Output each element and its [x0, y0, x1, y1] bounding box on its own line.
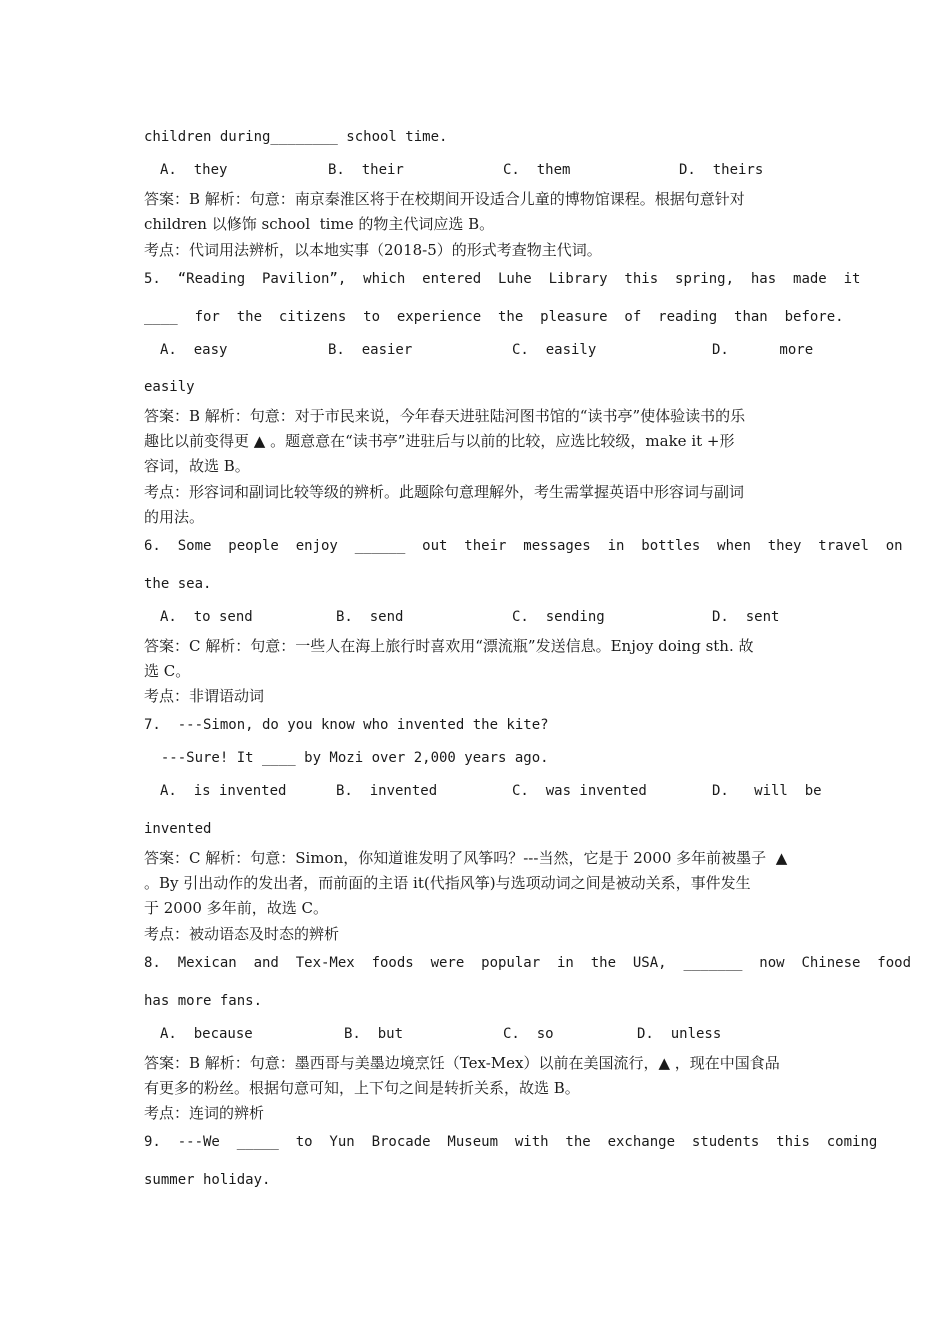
question-9-stem-line-2: summer holiday. — [144, 1172, 271, 1188]
question-8-stem-line-1: 8. Mexican and Tex-Mex foods were popular in the USA, _______ now Chinese food — [144, 955, 912, 971]
question-5-answer-line-3: 容词，故选 B。 — [144, 457, 250, 475]
question-9-stem-line-1: 9. ---We _____ to Yun Brocade Museum with the exchange students this coming — [144, 1134, 878, 1150]
question-6-answer-line-2: 选 C。 — [144, 662, 191, 680]
question-7-option-wrap: invented — [144, 821, 212, 837]
question-5-stem-line-1: 5. “Reading Pavilion”, which entered Luhe Library this spring, has made it — [144, 271, 861, 287]
question-5-point-line-1: 考点：形容词和副词比较等级的辨析。此题除句意理解外，考生需掌握英语中形容词与副词 — [144, 483, 745, 501]
question-4-option-a: A. they — [160, 162, 228, 178]
question-4-option-c: C. them — [503, 162, 571, 178]
question-8-option-a: A. because — [160, 1026, 253, 1042]
question-5-stem-line-2: ____ for the citizens to experience the pleasure of reading than before. — [144, 309, 844, 325]
question-7-option-c: C. was invented — [512, 783, 647, 799]
question-6-answer-line-1: 答案：C 解析：句意：一些人在海上旅行时喜欢用“漂流瓶”发送信息。Enjoy doing sth. 故 — [144, 637, 754, 655]
question-7-answer-line-1: 答案：C 解析：句意：Simon，你知道谁发明了风筝吗？---当然，它是于 2000 多年前被墨子 ▲ — [144, 849, 788, 867]
question-8-answer-line-2: 有更多的粉丝。根据句意可知，上下句之间是转折关系，故选 B。 — [144, 1079, 580, 1097]
question-5-point-line-2: 的用法。 — [144, 508, 205, 526]
question-8-answer-line-1: 答案：B 解析：句意：墨西哥与美墨边境烹饪（Tex-Mex）以前在美国流行，▲ ，现在中国食品 — [144, 1054, 780, 1072]
question-6-option-a: A. to send — [160, 609, 253, 625]
question-7-point: 考点：被动语态及时态的辨析 — [144, 925, 340, 943]
question-7-option-a: A. is invented — [160, 783, 287, 799]
question-4-answer-line-2: children 以修饰 school time 的物主代词应选 B。 — [144, 215, 495, 233]
question-4-option-b: B. their — [328, 162, 404, 178]
question-4-stem: children during________ school time. — [144, 129, 448, 145]
question-4-option-d: D. theirs — [679, 162, 764, 178]
question-6-option-c: C. sending — [512, 609, 605, 625]
question-8-option-b: B. but — [344, 1026, 404, 1042]
question-6-option-b: B. send — [336, 609, 404, 625]
question-8-option-d: D. unless — [637, 1026, 722, 1042]
question-7-stem-line-2: ---Sure! It ____ by Mozi over 2,000 years ago. — [144, 750, 549, 766]
question-7-answer-line-2: 。By 引出动作的发出者，而前面的主语 it(代指风筝)与选项动词之间是被动关系，事件发生 — [144, 874, 751, 892]
question-5-option-wrap: easily — [144, 379, 195, 395]
question-7-option-b: B. invented — [336, 783, 438, 799]
question-4-answer-line-1: 答案：B 解析：句意：南京秦淮区将于在校期间开设适合儿童的博物馆课程。根据句意针对 — [144, 190, 745, 208]
question-5-answer-line-2: 趣比以前变得更 ▲ 。题意意在“读书亭”进驻后与以前的比较，应选比较级，make it +形 — [144, 432, 735, 450]
question-6-stem-line-2: the sea. — [144, 576, 212, 592]
question-5-option-b: B. easier — [328, 342, 413, 358]
question-5-option-c: C. easily — [512, 342, 597, 358]
question-4-point: 考点：代词用法辨析，以本地实事（2018-5）的形式考查物主代词。 — [144, 241, 602, 259]
question-6-stem-line-1: 6. Some people enjoy ______ out their messages in bottles when they travel on — [144, 538, 903, 554]
question-8-point: 考点：连词的辨析 — [144, 1104, 265, 1122]
question-6-option-d: D. sent — [712, 609, 780, 625]
question-7-stem-line-1: 7. ---Simon, do you know who invented the kite? — [144, 717, 549, 733]
question-8-stem-line-2: has more fans. — [144, 993, 263, 1009]
question-7-option-d: D. will be — [712, 783, 822, 799]
question-5-option-d: D. more — [712, 342, 814, 358]
question-7-answer-line-3: 于 2000 多年前，故选 C。 — [144, 899, 328, 917]
question-5-option-a: A. easy — [160, 342, 228, 358]
question-6-point: 考点：非谓语动词 — [144, 687, 265, 705]
question-5-answer-line-1: 答案：B 解析：句意：对于市民来说，今年春天进驻陆河图书馆的“读书亭”使体验读书的乐 — [144, 407, 746, 425]
question-8-option-c: C. so — [503, 1026, 554, 1042]
